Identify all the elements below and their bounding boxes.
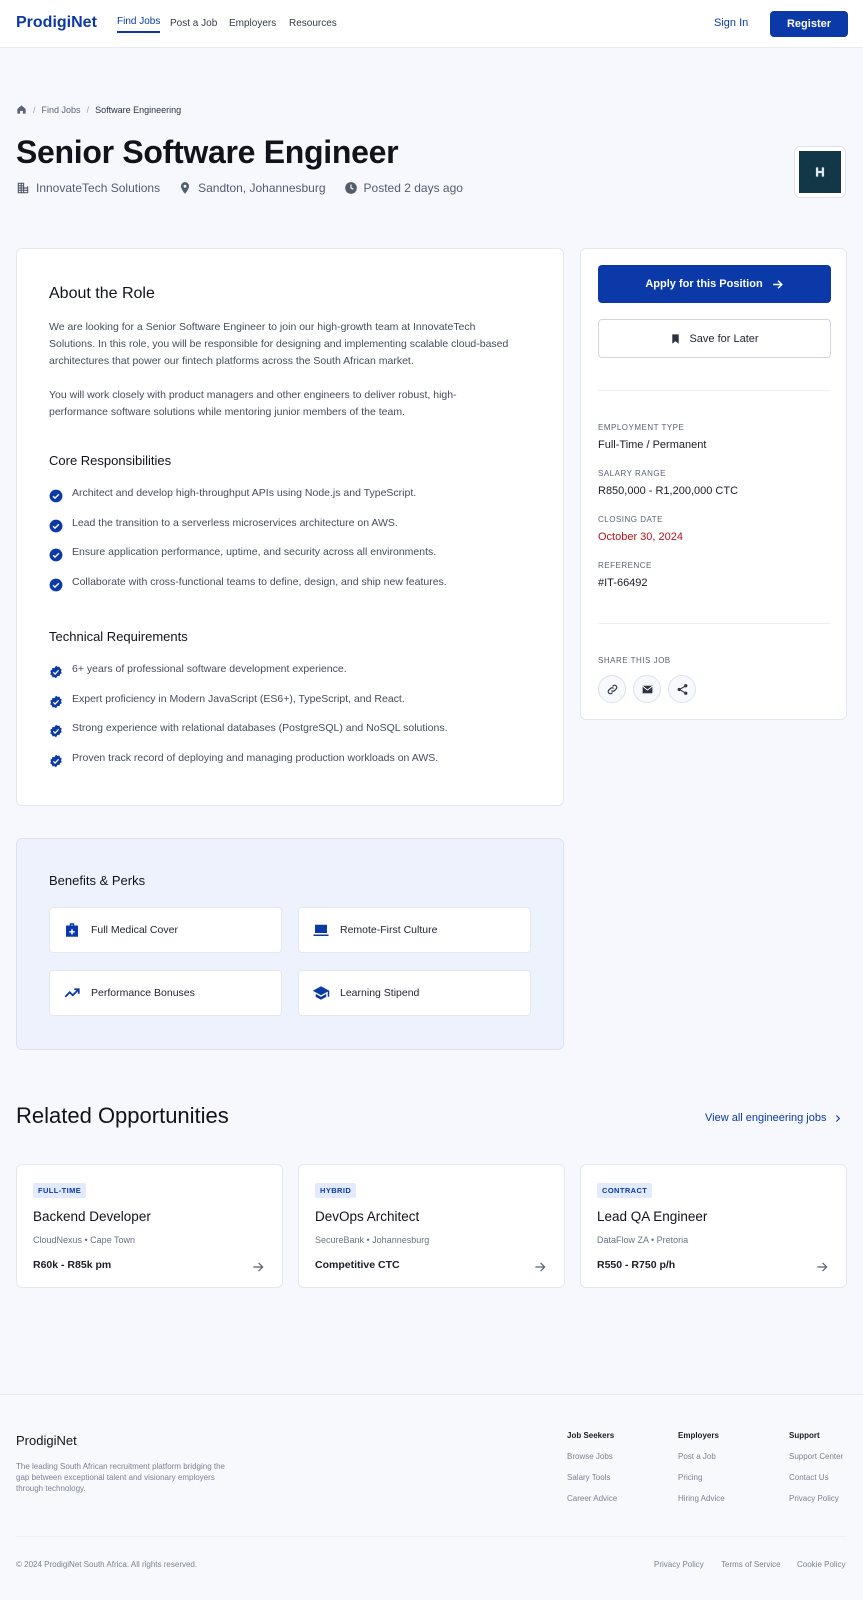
- verified-badge-icon: [49, 724, 63, 738]
- share-button[interactable]: [668, 675, 696, 703]
- related-job-title[interactable]: Lead QA Engineer: [597, 1209, 708, 1224]
- perk-label: Full Medical Cover: [91, 924, 178, 936]
- job-type-badge: FULL-TIME: [33, 1183, 86, 1198]
- perk-label: Performance Bonuses: [91, 987, 195, 999]
- footer-column-job-seekers: [567, 1431, 617, 1515]
- save-for-later-button[interactable]: [598, 319, 831, 358]
- company-name[interactable]: InnovateTech Solutions: [36, 181, 161, 195]
- related-job-card[interactable]: [298, 1164, 565, 1288]
- view-all-jobs-link[interactable]: [705, 1112, 842, 1124]
- related-job-company: CloudNexus • Cape Town: [33, 1235, 136, 1245]
- employment-type-value: Full-Time / Permanent: [598, 439, 707, 451]
- list-item-text: 6+ years of professional software development experience.: [72, 663, 347, 675]
- check-circle-icon: [49, 519, 63, 533]
- list-item-text: Collaborate with cross-functional teams to define, design, and ship new features.: [72, 575, 447, 588]
- list-item-text: Strong experience with relational databases (PostgreSQL) and NoSQL solutions.: [72, 722, 448, 734]
- footer-column-heading: Job Seekers: [567, 1431, 615, 1440]
- company-logo-mark: [799, 151, 841, 193]
- footer-link[interactable]: Career Advice: [567, 1494, 618, 1503]
- breadcrumb-find-jobs[interactable]: Find Jobs: [41, 104, 81, 115]
- reference-value: #IT-66492: [598, 577, 648, 589]
- divider: [598, 623, 831, 624]
- medical-kit-icon: [63, 921, 81, 939]
- nav-post-job[interactable]: Post a Job: [170, 18, 218, 29]
- benefits-heading: Benefits & Perks: [49, 873, 146, 888]
- job-meta: [16, 181, 463, 195]
- bookmark-icon: [670, 333, 681, 345]
- related-job-title[interactable]: DevOps Architect: [315, 1209, 420, 1224]
- divider: [598, 390, 831, 391]
- email-share-button[interactable]: [633, 675, 661, 703]
- related-job-pay: R550 - R750 p/h: [597, 1259, 676, 1271]
- footer-column-employers: [678, 1431, 725, 1515]
- closing-date-label: CLOSING DATE: [598, 515, 663, 524]
- perk-label: Learning Stipend: [340, 987, 420, 999]
- perk-medical: [49, 907, 282, 953]
- company-meta: [16, 181, 160, 195]
- reference-label: REFERENCE: [598, 561, 652, 570]
- top-navbar: [0, 0, 863, 48]
- register-button[interactable]: Register: [770, 11, 848, 37]
- footer-column-heading: Support: [789, 1431, 820, 1440]
- job-location: Sandton, Johannesburg: [198, 181, 326, 195]
- about-heading: About the Role: [49, 285, 155, 302]
- view-all-label: View all engineering jobs: [705, 1112, 827, 1124]
- copy-link-button[interactable]: [598, 675, 626, 703]
- salary-label: SALARY RANGE: [598, 469, 666, 478]
- footer-link[interactable]: Salary Tools: [567, 1473, 611, 1482]
- job-type-badge: HYBRID: [315, 1183, 356, 1198]
- breadcrumb-separator: /: [33, 104, 36, 115]
- perk-label: Remote-First Culture: [340, 924, 438, 936]
- list-item: [49, 752, 529, 782]
- verified-badge-icon: [49, 754, 63, 768]
- verified-badge-icon: [49, 695, 63, 709]
- related-job-pay: Competitive CTC: [315, 1259, 400, 1271]
- about-paragraph-1: We are looking for a Senior Software Engineer to join our high-growth team at InnovateTech Solutions. In this role, you will be responsible for designing and implementing scalable cloud-based architectures that power our fintech platforms across the South African market.: [49, 321, 509, 367]
- related-heading: Related Opportunities: [16, 1103, 229, 1128]
- related-job-company: DataFlow ZA • Pretoria: [597, 1235, 689, 1245]
- list-item-text: Expert proficiency in Modern JavaScript (ES6+), TypeScript, and React.: [72, 692, 405, 705]
- job-title: Senior Software Engineer: [16, 134, 399, 170]
- related-job-title[interactable]: Backend Developer: [33, 1209, 151, 1224]
- responsibilities-list: [49, 487, 529, 605]
- mail-icon: [641, 683, 654, 696]
- list-item: [49, 722, 529, 752]
- share-icon: [676, 683, 689, 696]
- company-logo[interactable]: [794, 146, 846, 198]
- list-item-text: Architect and develop high-throughput APIs using Node.js and TypeScript.: [72, 487, 417, 499]
- perk-remote: [298, 907, 531, 953]
- footer-column-support: [789, 1431, 843, 1515]
- about-paragraph-2: You will work closely with product managers and other engineers to deliver robust, high-performance software solutions while mentoring junior members of the team.: [49, 389, 457, 418]
- laptop-icon: [312, 921, 330, 939]
- requirements-heading: Technical Requirements: [49, 629, 188, 644]
- graduation-cap-icon: [312, 984, 330, 1002]
- related-job-pay: R60k - R85k pm: [33, 1259, 112, 1271]
- footer-link[interactable]: Hiring Advice: [678, 1494, 725, 1503]
- footer-link[interactable]: Support Center: [789, 1452, 844, 1461]
- arrow-right-icon[interactable]: [251, 1260, 265, 1274]
- footer-column-heading: Employers: [678, 1431, 719, 1440]
- list-item: [49, 517, 529, 547]
- link-icon: [606, 683, 619, 696]
- footer-link[interactable]: Browse Jobs: [567, 1452, 613, 1461]
- about-role-card: [16, 248, 564, 806]
- responsibilities-heading: Core Responsibilities: [49, 453, 172, 468]
- check-circle-icon: [49, 489, 63, 503]
- footer-link[interactable]: Privacy Policy: [789, 1494, 839, 1503]
- sign-in-link[interactable]: Sign In: [714, 17, 749, 29]
- brand-logo[interactable]: ProdigiNet: [16, 14, 97, 31]
- footer-tagline: The leading South African recruitment platform bridging the gap between exceptional talent and visionary employers through technology.: [16, 1462, 226, 1493]
- job-summary-sidebar: [580, 248, 847, 720]
- breadcrumb: [16, 104, 181, 115]
- posted-meta: [344, 181, 463, 195]
- footer-legal-link[interactable]: Cookie Policy: [797, 1560, 846, 1569]
- benefits-card: [16, 838, 564, 1050]
- footer-link[interactable]: Contact Us: [789, 1473, 829, 1482]
- footer-brand[interactable]: ProdigiNet: [16, 1433, 77, 1448]
- share-label: SHARE THIS JOB: [598, 656, 671, 665]
- list-item: [49, 663, 529, 693]
- clock-icon: [344, 181, 358, 195]
- footer-divider: [16, 1536, 847, 1537]
- list-item-text: Proven track record of deploying and managing production workloads on AWS.: [72, 751, 439, 764]
- requirements-list: [49, 663, 529, 781]
- save-label: Save for Later: [689, 332, 759, 345]
- footer-legal-link[interactable]: Terms of Service: [721, 1560, 781, 1569]
- list-item-text: Ensure application performance, uptime, and security across all environments.: [72, 546, 437, 558]
- breadcrumb-current: Software Engineering: [95, 104, 182, 115]
- check-circle-icon: [49, 548, 63, 562]
- site-footer: [0, 1394, 863, 1600]
- footer-legal-link[interactable]: Privacy Policy: [654, 1560, 704, 1569]
- footer-link[interactable]: Pricing: [678, 1473, 703, 1482]
- trending-up-icon: [63, 984, 81, 1002]
- verified-badge-icon: [49, 665, 63, 679]
- nav-resources[interactable]: Resources: [289, 18, 337, 29]
- nav-find-jobs[interactable]: Find Jobs: [117, 16, 160, 33]
- salary-value: R850,000 - R1,200,000 CTC: [598, 485, 739, 497]
- copyright: © 2024 ProdigiNet South Africa. All rights reserved.: [16, 1560, 198, 1569]
- logo-h-icon: [813, 165, 827, 179]
- posted-date: Posted 2 days ago: [363, 181, 463, 195]
- location-pin-icon: [178, 181, 192, 195]
- nav-employers[interactable]: Employers: [229, 18, 277, 29]
- employment-type-label: EMPLOYMENT TYPE: [598, 423, 685, 432]
- closing-date-value: October 30, 2024: [598, 531, 684, 543]
- chevron-right-icon: [833, 1114, 842, 1123]
- home-icon[interactable]: [16, 104, 27, 115]
- perk-learning: [298, 970, 531, 1016]
- arrow-right-icon[interactable]: [815, 1260, 829, 1274]
- check-circle-icon: [49, 578, 63, 592]
- perk-bonuses: [49, 970, 282, 1016]
- apply-label: Apply for this Position: [645, 278, 763, 290]
- location-meta: [178, 181, 325, 195]
- list-item-text: Lead the transition to a serverless microservices architecture on AWS.: [72, 516, 398, 529]
- list-item: [49, 546, 529, 576]
- related-job-card[interactable]: [580, 1164, 847, 1288]
- building-icon: [16, 181, 30, 195]
- job-type-badge: CONTRACT: [597, 1183, 652, 1198]
- arrow-right-icon[interactable]: [533, 1260, 547, 1274]
- related-job-company: SecureBank • Johannesburg: [315, 1235, 430, 1245]
- breadcrumb-separator: /: [86, 104, 90, 115]
- arrow-right-icon: [771, 278, 784, 291]
- footer-link[interactable]: Post a Job: [678, 1452, 716, 1461]
- apply-button[interactable]: [598, 265, 831, 303]
- list-item: [49, 693, 529, 723]
- list-item: [49, 487, 529, 517]
- list-item: [49, 576, 529, 606]
- related-job-card[interactable]: [16, 1164, 283, 1288]
